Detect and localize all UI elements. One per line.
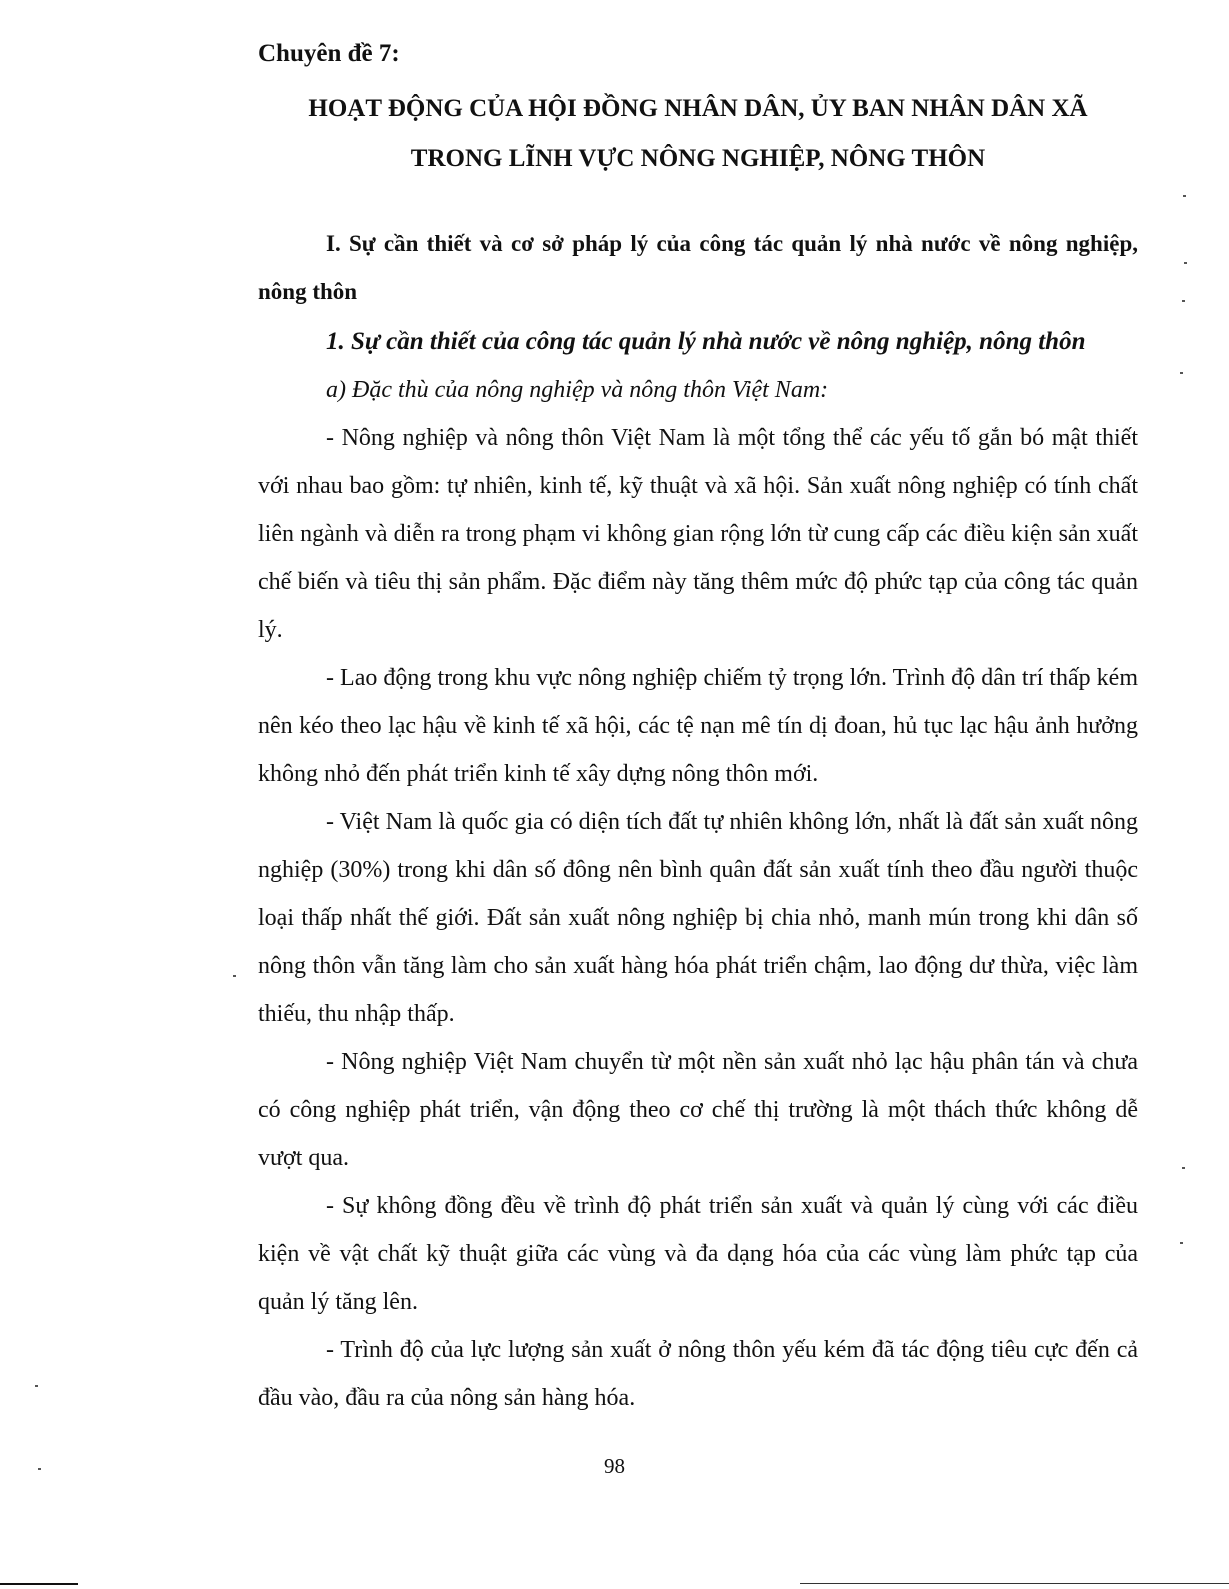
- scan-speck: [233, 975, 236, 977]
- scan-edge-line-left: [0, 1583, 78, 1585]
- scan-speck: [38, 1468, 41, 1470]
- title-line-1: HOẠT ĐỘNG CỦA HỘI ĐỒNG NHÂN DÂN, ỦY BAN NHÂN DÂN XÃ: [308, 95, 1088, 122]
- paragraph: - Nông nghiệp Việt Nam chuyển từ một nền sản xuất nhỏ lạc hậu phân tán và chưa có công nghiệp phát triển, vận động theo cơ chế thị trường là một thách thức không dễ vượt qua.: [258, 1049, 1138, 1171]
- scan-speck: [1182, 300, 1185, 302]
- subsection-heading: 1. Sự cần thiết của công tác quản lý nhà nước về nông nghiệp, nông thôn: [326, 328, 1086, 355]
- chapter-label: Chuyên đề 7:: [258, 40, 400, 67]
- scan-speck: [1182, 1167, 1185, 1169]
- title-line-2: TRONG LĨNH VỰC NÔNG NGHIỆP, NÔNG THÔN: [410, 145, 986, 172]
- scan-speck: [35, 1385, 38, 1387]
- page-number: 98: [604, 1454, 625, 1478]
- paragraph: - Việt Nam là quốc gia có diện tích đất tự nhiên không lớn, nhất là đất sản xuất nông nghiệp (30%) trong khi dân số đông nên bình quân đất sản xuất tính theo đầu người thuộc loại thấp nhất thế giới. Đất sản xuất nông nghiệp bị chia nhỏ, manh mún trong khi dân số nông thôn vẫn tăng làm cho sản xuất hàng hóa phát triển chậm, lao động dư thừa, việc làm thiếu, thu nhập thấp.: [258, 809, 1138, 1027]
- sub-subsection-heading: a) Đặc thù của nông nghiệp và nông thôn Việt Nam:: [326, 377, 829, 403]
- scan-speck: [1180, 1242, 1183, 1244]
- section-heading: I. Sự cần thiết và cơ sở pháp lý của công tác quản lý nhà nước về nông nghiệp, nông thôn: [258, 231, 1138, 304]
- scan-speck: [1184, 262, 1187, 264]
- scan-speck: [1180, 372, 1183, 374]
- paragraph: - Lao động trong khu vực nông nghiệp chiếm tỷ trọng lớn. Trình độ dân trí thấp kém nên kéo theo lạc hậu về kinh tế xã hội, các tệ nạn mê tín dị đoan, hủ tục lạc hậu ảnh hưởng không nhỏ đến phát triển kinh tế xây dựng nông thôn mới.: [258, 665, 1138, 787]
- paragraph: - Nông nghiệp và nông thôn Việt Nam là một tổng thể các yếu tố gắn bó mật thiết với nhau bao gồm: tự nhiên, kinh tế, kỹ thuật và xã hội. Sản xuất nông nghiệp có tính chất liên ngành và diễn ra trong phạm vi không gian rộng lớn từ cung cấp các điều kiện sản xuất chế biến và tiêu thị sản phẩm. Đặc điểm này tăng thêm mức độ phức tạp của công tác quản lý.: [258, 425, 1138, 643]
- scan-edge-line-right: [800, 1583, 1229, 1584]
- document-title: [258, 84, 1138, 184]
- scan-speck: [1183, 195, 1186, 197]
- document-body: [258, 220, 1138, 1422]
- paragraph: - Trình độ của lực lượng sản xuất ở nông thôn yếu kém đã tác động tiêu cực đến cả đầu vào, đầu ra của nông sản hàng hóa.: [258, 1337, 1138, 1411]
- paragraph: - Sự không đồng đều về trình độ phát triển sản xuất và quản lý cùng với các điều kiện về vật chất kỹ thuật giữa các vùng và đa dạng hóa của các vùng làm phức tạp của quản lý tăng lên.: [258, 1193, 1138, 1315]
